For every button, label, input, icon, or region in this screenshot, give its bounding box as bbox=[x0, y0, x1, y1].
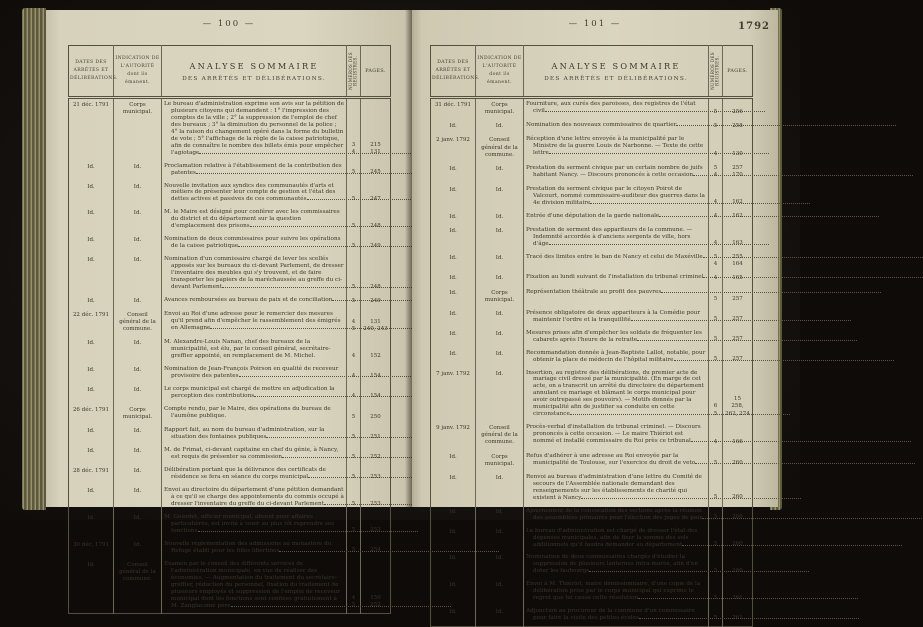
entry-authority: Id. bbox=[476, 552, 524, 579]
entry-authority: Corps municipal. bbox=[476, 287, 524, 308]
entry-summary: Nouvelle réglementation des admissions au monastère du Refuge établi pour les filles libertines bbox=[162, 539, 347, 559]
entry-summary: Nouvelle invitation aux syndics des communautés d'arts et métiers de présenter leur compte de gestion et l'état des dettes actives et passives de ces communautés bbox=[162, 181, 347, 208]
col-header-dates: DATES DES ARRÊTÉS ET DÉLIBÉRATIONS. bbox=[431, 46, 476, 98]
dot-leader bbox=[198, 529, 418, 532]
entry-authority: Id. bbox=[476, 272, 524, 286]
dot-leader bbox=[637, 338, 857, 341]
table-row bbox=[69, 207, 391, 234]
entry-authority: Id. bbox=[476, 506, 524, 526]
entry-page-number: 258 bbox=[723, 120, 753, 134]
entry-page-number: 131 240, 243 bbox=[361, 309, 391, 337]
entry-authority: Id. bbox=[476, 163, 524, 184]
col-header-pages: PAGES. bbox=[361, 46, 391, 98]
entry-authority: Id. bbox=[476, 606, 524, 626]
entry-page-number: 248 bbox=[361, 207, 391, 234]
entry-summary: M. Gourdet, officier municipal, absent pour affaires particulières, est invité à venir au plus tôt reprendre ses fonctions bbox=[162, 512, 347, 539]
entry-date: Id. bbox=[87, 428, 95, 435]
entry-page-number: 260 bbox=[723, 451, 753, 472]
entry-authority: Corps municipal. bbox=[476, 98, 524, 121]
entry-page-number: 165 bbox=[723, 272, 753, 286]
table-row bbox=[431, 134, 753, 162]
entry-authority: Id. bbox=[476, 252, 524, 273]
entry-date: Id. bbox=[87, 340, 95, 347]
entry-summary: Le corps municipal est chargé de mettre en adjudication la perception des contributions bbox=[162, 384, 347, 404]
entry-page-number: 249 bbox=[361, 295, 391, 309]
entry-register-number: 4 bbox=[709, 272, 723, 286]
entry-summary: Présence obligatoire de deux appariteurs à la Comédie pour maintenir l'ordre et la tranquillité bbox=[524, 308, 709, 328]
entry-summary: Envoi au directoire du département d'une pétition demandant à ce qu'il se charge des appointements du commis occupé à dresser l'inventaire du greffe du ci-devant Parlement bbox=[162, 485, 347, 512]
entry-register-number: 5 bbox=[347, 465, 361, 485]
entry-authority: Id. bbox=[476, 120, 524, 134]
entry-summary: Fixation au lundi suivant de l'installation du tribunal criminel bbox=[524, 272, 709, 286]
year-label: 1792 bbox=[738, 21, 770, 32]
entry-register-number: 5 bbox=[709, 120, 723, 134]
entry-summary: Adjonction au procureur de la commune d'un commissaire pour faire la visite des petites écoles bbox=[524, 606, 709, 626]
entry-date: 28 déc. 1791 bbox=[72, 468, 110, 475]
table-row bbox=[69, 404, 391, 425]
dot-leader bbox=[693, 173, 913, 176]
table-row bbox=[69, 337, 391, 364]
col-header-registers: NUMÉROS DES REGISTRES. bbox=[347, 46, 361, 98]
entry-authority: Corps municipal. bbox=[476, 451, 524, 472]
entry-summary: Entrée d'une députation de la garde nationale bbox=[524, 211, 709, 225]
entry-page-number: 257 bbox=[723, 328, 753, 348]
entry-summary: Rapport fait, au nom du bureau d'administration, sur la situation des fontaines publiques bbox=[162, 425, 347, 445]
table-row bbox=[431, 287, 753, 308]
entry-date: Id. bbox=[87, 183, 95, 190]
entry-summary: Compte rendu, par le Maire, des opérations du bureau de l'aumône publique. bbox=[162, 404, 347, 425]
entry-summary: Fourniture, aux curés des paroisses, des registres de l'état civil bbox=[524, 98, 709, 121]
entry-date: Id. bbox=[449, 123, 457, 130]
entry-register-number: 5 bbox=[709, 506, 723, 526]
entry-summary: Tracé des limites entre le ban de Nancy et celui de Maxéville bbox=[524, 252, 709, 273]
entry-page-number: 130 bbox=[723, 134, 753, 162]
entry-register-number: 6 5 bbox=[709, 368, 723, 423]
entry-register-number: 5 bbox=[347, 512, 361, 539]
table-row bbox=[431, 579, 753, 606]
entry-authority: Corps municipal. bbox=[114, 404, 162, 425]
entry-authority: Corps municipal. bbox=[114, 98, 162, 161]
entry-page-number: 257 bbox=[723, 348, 753, 368]
entry-date: 26 déc. 1791 bbox=[72, 407, 110, 414]
entry-authority: Conseil général de la commune. bbox=[476, 134, 524, 162]
entry-date: Id. bbox=[449, 275, 457, 282]
entry-page-number: 152 bbox=[361, 337, 391, 364]
entry-page-number: 257 170 bbox=[723, 163, 753, 184]
entry-page-number: 253 bbox=[361, 485, 391, 512]
entry-page-number: 260 bbox=[723, 506, 753, 526]
dot-leader bbox=[659, 214, 879, 217]
entry-summary: Procès-verbal d'installation du tribunal criminel. — Discours prononcés à cette occasion. — Le maire Thiériot est nommé et installé commissaire du Roi près ce tribunal bbox=[524, 422, 709, 450]
table-row bbox=[431, 225, 753, 252]
entry-summary: Examen par le conseil des différents services de l'administration municipale, en vue de réaliser des économies. — Augmentation du traitement du secrétaire-greffier, réduction du personnel, fixation du traitement de plusieurs employés et suppression de l'emploi de receveur municipal dont les fonctions sont confiées gratuitement à M. Zanglacomé père bbox=[162, 559, 347, 614]
entry-page-number: 257 bbox=[723, 287, 753, 308]
entry-date: Id. bbox=[87, 210, 95, 217]
entry-page-number: 260 bbox=[723, 552, 753, 579]
entry-date: Id. bbox=[449, 289, 457, 296]
entry-date: Id. bbox=[449, 330, 457, 337]
table-row bbox=[69, 309, 391, 337]
dot-leader bbox=[674, 358, 894, 361]
entry-summary: Envoi au Roi d'une adresse pour le remercier des mesures qu'il prend afin d'empêcher le rassemblement des émigrés en Allemagne bbox=[162, 309, 347, 337]
register-table-right bbox=[430, 45, 753, 627]
entry-authority: Id. bbox=[114, 425, 162, 445]
entry-register-number: 5 bbox=[709, 98, 723, 121]
entry-authority: Id. bbox=[114, 445, 162, 465]
table-header-row bbox=[69, 46, 391, 98]
entry-date: Id. bbox=[449, 350, 457, 357]
table-row bbox=[431, 552, 753, 579]
entry-authority: Conseil général de la commune. bbox=[114, 559, 162, 614]
table-row bbox=[431, 184, 753, 211]
entry-date: Id. bbox=[449, 310, 457, 317]
table-row bbox=[431, 422, 753, 450]
entry-page-number: 261 bbox=[723, 579, 753, 606]
entry-summary: Refus d'adhérer à une adresse au Roi envoyée par la municipalité de Toulouse, sur l'exercice du droit de veto bbox=[524, 451, 709, 472]
entry-register-number: 5 bbox=[347, 181, 361, 208]
entry-date: Id. bbox=[87, 448, 95, 455]
entry-register-number: 5 bbox=[347, 485, 361, 512]
table-row bbox=[431, 348, 753, 368]
analysis-title-line1: ANALYSE SOMMAIRE bbox=[551, 60, 681, 71]
entry-register-number: 4 5 bbox=[347, 309, 361, 337]
entry-page-number: 261 bbox=[723, 606, 753, 626]
table-row bbox=[69, 181, 391, 208]
entry-authority: Id. bbox=[114, 254, 162, 295]
table-row bbox=[69, 234, 391, 254]
entry-page-number: 254 bbox=[361, 539, 391, 559]
entry-date: 2 janv. 1792 bbox=[436, 137, 470, 144]
table-row bbox=[69, 295, 391, 309]
entry-summary: Mesures prises afin d'empêcher les soldats de fréquenter les cabarets après l'heure de la retraite bbox=[524, 328, 709, 348]
entry-page-number: 15 258, 262, 274 bbox=[723, 368, 753, 423]
entry-register-number: 5 bbox=[347, 295, 361, 309]
dot-leader bbox=[210, 326, 430, 329]
entry-date: Id. bbox=[449, 186, 457, 193]
entry-page-number: 248 bbox=[361, 254, 391, 295]
entry-authority: Id. bbox=[114, 161, 162, 181]
entry-page-number: 215 131 bbox=[361, 98, 391, 161]
entry-register-number: 5 bbox=[709, 526, 723, 553]
dot-leader bbox=[589, 569, 809, 572]
entry-page-number: 255 164 bbox=[723, 252, 753, 273]
entry-authority: Id. bbox=[476, 526, 524, 553]
table-row bbox=[69, 512, 391, 539]
dot-leader bbox=[196, 171, 416, 174]
entry-date: Id. bbox=[449, 165, 457, 172]
table-row bbox=[69, 539, 391, 559]
table-row bbox=[69, 384, 391, 404]
entry-summary: Prestation du serment civique par un certain nombre de juifs habitant Nancy. — Discours prononcés à cette occasion bbox=[524, 163, 709, 184]
dot-leader bbox=[570, 412, 790, 415]
entry-authority: Id. bbox=[476, 328, 524, 348]
entry-register-number: 5 bbox=[347, 445, 361, 465]
entry-summary: Nomination des nouveaux commissaires de quartier bbox=[524, 120, 709, 134]
entry-page-number: 260 bbox=[723, 472, 753, 506]
entry-page-number: 163 bbox=[723, 225, 753, 252]
entry-register-number: 5 bbox=[347, 539, 361, 559]
dot-leader bbox=[199, 151, 419, 154]
entry-page-number: 252 bbox=[361, 445, 391, 465]
table-row bbox=[431, 98, 753, 121]
entry-summary: M. le Maire est désigné pour conférer avec les commissaires du district et du département sur la question d'emplacement des prisons bbox=[162, 207, 347, 234]
right-page-number: — 101 — bbox=[568, 19, 622, 29]
right-page-header bbox=[412, 10, 778, 43]
entry-register-number: 5 bbox=[347, 425, 361, 445]
entry-register-number: 5 bbox=[709, 287, 723, 308]
table-row bbox=[431, 368, 753, 423]
entry-date: Id. bbox=[87, 237, 95, 244]
entry-page-number: 150 252 bbox=[361, 559, 391, 614]
entry-authority: Id. bbox=[476, 368, 524, 423]
entry-register-number: 5 bbox=[347, 234, 361, 254]
table-row bbox=[431, 163, 753, 184]
dot-leader bbox=[676, 123, 896, 126]
analysis-title-line2: DES ARRÊTÉS ET DÉLIBÉRATIONS. bbox=[182, 75, 326, 82]
entry-register-number: 4 bbox=[347, 384, 361, 404]
entry-date: Id. bbox=[87, 387, 95, 394]
entry-summary: M. Alexandre-Louis Nanan, chef des bureaux de la municipalité, est élu, par le conseil général, secrétaire-greffier appointé, en remplacement de M. Michel. bbox=[162, 337, 347, 364]
table-row bbox=[69, 559, 391, 614]
entry-summary: Nomination de deux commissaires pour suivre les opérations de la caisse patriotique bbox=[162, 234, 347, 254]
entry-summary: Avances remboursées au bureau de paix et de conciliation bbox=[162, 295, 347, 309]
entry-authority: Conseil général de la commune. bbox=[114, 309, 162, 337]
entry-authority: Id. bbox=[114, 465, 162, 485]
entry-date: Id. bbox=[449, 528, 457, 535]
entry-authority: Id. bbox=[476, 348, 524, 368]
entry-authority: Id. bbox=[114, 512, 162, 539]
analysis-title-line2: DES ARRÊTÉS ET DÉLIBÉRATIONS. bbox=[544, 75, 688, 82]
entry-register-number: 5 bbox=[709, 552, 723, 579]
entry-page-number: 257 bbox=[723, 308, 753, 328]
entry-register-number: 5 4 bbox=[709, 252, 723, 273]
entry-page-number: 245 bbox=[361, 161, 391, 181]
entry-register-number: 4 bbox=[347, 337, 361, 364]
entry-page-number: 253 bbox=[361, 512, 391, 539]
entry-register-number: 5 bbox=[709, 579, 723, 606]
entry-date: Id. bbox=[449, 453, 457, 460]
entry-register-number: 5 bbox=[347, 207, 361, 234]
entry-authority: Id. bbox=[114, 337, 162, 364]
entry-authority: Id. bbox=[114, 295, 162, 309]
entry-authority: Id. bbox=[476, 579, 524, 606]
entry-summary: Nomination de Jean-François Poirson en qualité de receveur provisoire des patentes bbox=[162, 364, 347, 384]
entry-date: Id. bbox=[87, 257, 95, 264]
page-edges-left bbox=[22, 8, 46, 510]
entry-date: 7 janv. 1792 bbox=[436, 370, 470, 377]
entry-date: Id. bbox=[449, 555, 457, 562]
col-header-dates: DATES DES ARRÊTÉS ET DÉLIBÉRATIONS. bbox=[69, 46, 114, 98]
table-row bbox=[431, 472, 753, 506]
entry-summary: Recommandation donnée à Jean-Baptiste Lallot, notable, pour obtenir la place de médecin de l'hôpital militaire bbox=[524, 348, 709, 368]
entry-register-number: 5 bbox=[709, 328, 723, 348]
dot-leader bbox=[581, 496, 801, 499]
entry-date: 21 déc. 1791 bbox=[72, 102, 110, 108]
entry-date: 31 déc. 1791 bbox=[434, 102, 472, 108]
table-row bbox=[431, 211, 753, 225]
entry-summary: Nomination de deux commissaires chargés d'étudier la suppression de plusieurs lanternes intra-muros, afin d'en doter les faubourgs bbox=[524, 552, 709, 579]
dot-leader bbox=[638, 596, 858, 599]
entry-register-number: 4 5 bbox=[347, 559, 361, 614]
entry-register-number: 4 bbox=[709, 134, 723, 162]
entry-summary: Représentation théâtrale au profit des pauvres bbox=[524, 287, 709, 308]
table-row bbox=[431, 526, 753, 553]
table-row bbox=[431, 606, 753, 626]
col-header-registers: NUMÉROS DES REGISTRES. bbox=[709, 46, 723, 98]
table-row bbox=[431, 308, 753, 328]
entry-summary: Prestation de serment des appariteurs de la commune. — Indemnité accordée à d'anciens sergents de ville, hors d'âge bbox=[524, 225, 709, 252]
table-row bbox=[431, 328, 753, 348]
entry-authority: Id. bbox=[114, 485, 162, 512]
table-row bbox=[69, 445, 391, 465]
table-row bbox=[431, 451, 753, 472]
table-header-row bbox=[431, 46, 753, 98]
dot-leader bbox=[695, 461, 915, 464]
entry-date: Id. bbox=[449, 474, 457, 481]
entry-authority: Id. bbox=[114, 384, 162, 404]
entry-summary: Réception d'une lettre envoyée à la municipalité par le Ministre de la guerre Louis de Narbonne. — Texte de cette lettre bbox=[524, 134, 709, 162]
entry-summary: Le bureau d'administration est chargé de dresser l'état des dépenses municipales, afin de fixer la somme des sols additionnels qu'il faudra demander au département bbox=[524, 526, 709, 553]
entry-authority: Id. bbox=[476, 184, 524, 211]
entry-authority: Id. bbox=[114, 181, 162, 208]
entry-register-number: 5 bbox=[347, 404, 361, 425]
entry-page-number: 154 bbox=[361, 384, 391, 404]
entry-page-number: 256 bbox=[723, 98, 753, 121]
entry-date: Id. bbox=[449, 508, 457, 515]
entry-register-number: 5 4 bbox=[709, 163, 723, 184]
entry-register-number: 5 bbox=[347, 161, 361, 181]
entry-date: 22 déc. 1791 bbox=[72, 312, 110, 319]
entry-page-number: 154 bbox=[361, 364, 391, 384]
entry-page-number: 251 bbox=[361, 425, 391, 445]
entry-authority: Id. bbox=[114, 234, 162, 254]
col-header-authority: INDICATION DE L'AUTORITÉ dont ils émanent. bbox=[476, 46, 524, 98]
entry-date: Id. bbox=[87, 515, 95, 522]
entry-summary: Prestation du serment civique par le citoyen Poirot de Valcourt, nommé commissaire-auditeur des guerres dans la 4e division militaire bbox=[524, 184, 709, 211]
entry-authority: Id. bbox=[114, 539, 162, 559]
entry-page-number: 249 bbox=[361, 234, 391, 254]
entry-register-number: 3 4 bbox=[347, 98, 361, 161]
register-table-left bbox=[68, 45, 391, 614]
table-row bbox=[69, 425, 391, 445]
table-row bbox=[69, 254, 391, 295]
entry-register-number: 4 bbox=[709, 422, 723, 450]
entry-authority: Id. bbox=[476, 308, 524, 328]
entry-date: Id. bbox=[87, 488, 95, 495]
entry-register-number: 5 bbox=[347, 254, 361, 295]
dot-leader bbox=[691, 439, 911, 442]
col-header-authority: INDICATION DE L'AUTORITÉ dont ils émanent. bbox=[114, 46, 162, 98]
entry-date: Id. bbox=[87, 367, 95, 374]
entry-register-number: 4 bbox=[709, 211, 723, 225]
entry-summary: Ajournement de la convocation des sections après la réunion des assemblées primaires pour l'élection des juges de paix bbox=[524, 506, 709, 526]
entry-summary: Délibération portant que la délivrance des certificats de résidence se fera en séance du corps municipal bbox=[162, 465, 347, 485]
dot-leader bbox=[590, 201, 810, 204]
entry-page-number: 253 bbox=[361, 465, 391, 485]
entry-register-number: 5 bbox=[709, 451, 723, 472]
entry-page-number: 162 bbox=[723, 211, 753, 225]
left-page-header bbox=[46, 10, 412, 43]
table-row bbox=[431, 252, 753, 273]
entry-date: 9 janv. 1792 bbox=[436, 425, 470, 432]
entry-page-number: 250 bbox=[361, 404, 391, 425]
col-header-pages: PAGES. bbox=[723, 46, 753, 98]
entry-authority: Conseil général de la commune. bbox=[476, 422, 524, 450]
table-row bbox=[69, 98, 391, 161]
entry-date: Id. bbox=[449, 609, 457, 616]
entry-date: Id. bbox=[449, 254, 457, 261]
table-row bbox=[69, 485, 391, 512]
table-row bbox=[69, 364, 391, 384]
dot-leader bbox=[231, 604, 451, 607]
entry-page-number: 247 bbox=[361, 181, 391, 208]
entry-summary: Insertion, au registre des délibérations, du premier acte de mariage civil dressé par la municipalité. (En marge de cet acte, on a transcrit un arrêté du directoire du département annulant ce mariage et blâmant le corps municipal pour avoir outrepassé ses pouvoirs). — Motifs donnés par la municipalité afin de justifier sa conduite en cette circonstance bbox=[524, 368, 709, 423]
left-page bbox=[46, 10, 412, 609]
entry-authority: Id. bbox=[114, 207, 162, 234]
entry-authority: Id. bbox=[476, 225, 524, 252]
entry-date: Id. bbox=[87, 561, 95, 568]
entry-date: Id. bbox=[449, 213, 457, 220]
table-row bbox=[431, 120, 753, 134]
entry-page-number: 260 bbox=[723, 526, 753, 553]
entry-page-number: 166 bbox=[723, 422, 753, 450]
table-row bbox=[69, 465, 391, 485]
entry-register-number: 4 bbox=[709, 184, 723, 211]
table-row bbox=[431, 506, 753, 526]
col-header-analysis bbox=[162, 46, 347, 98]
entry-authority: Id. bbox=[114, 364, 162, 384]
left-page-number: — 100 — bbox=[202, 19, 256, 29]
entry-date: Id. bbox=[87, 297, 95, 304]
entry-register-number: 5 bbox=[709, 472, 723, 506]
entry-authority: Id. bbox=[476, 211, 524, 225]
table-row bbox=[431, 272, 753, 286]
entry-date: Id. bbox=[449, 582, 457, 589]
entry-page-number: 162 bbox=[723, 184, 753, 211]
entry-register-number: 5 bbox=[709, 348, 723, 368]
table-row bbox=[69, 161, 391, 181]
entry-register-number: 5 bbox=[709, 308, 723, 328]
analysis-title-line1: ANALYSE SOMMAIRE bbox=[189, 60, 319, 71]
entry-summary: Nomination d'un commissaire chargé de lever les scellés apposés sur les bureaux du ci-devant Parlement, de dresser l'inventaire des meubles qui s'y trouvent, et de faire transporter les papiers de la maréchaussée au greffe du ci-devant Parlement bbox=[162, 254, 347, 295]
dot-leader bbox=[661, 290, 881, 293]
entry-register-number: 5 bbox=[709, 606, 723, 626]
entry-date: Id. bbox=[87, 163, 95, 170]
entry-register-number: 4 bbox=[347, 364, 361, 384]
entry-summary: Proclamation relative à l'établissement de la contribution des patentes bbox=[162, 161, 347, 181]
entry-summary: Envoi à M. Thiériot, maire démissionnaire, d'une copie de la délibération prise par le corps municipal qui exprime le regret que lui cause cette résolution bbox=[524, 579, 709, 606]
entry-summary: Renvoi au bureau d'administration d'une lettre du Comité de secours de l'Assemblée nationale demandant des renseignements sur les établissements de charité qui existent à Nancy bbox=[524, 472, 709, 506]
right-page bbox=[412, 10, 778, 622]
dot-leader bbox=[639, 616, 859, 619]
entry-authority: Id. bbox=[476, 472, 524, 506]
entry-date: 30 déc. 1791 bbox=[72, 541, 110, 548]
entry-register-number: 4 bbox=[709, 225, 723, 252]
entry-summary: M. de Frimat, ci-devant capitaine en chef du génie, à Nancy, est requis de présenter sa commission bbox=[162, 445, 347, 465]
entry-date: Id. bbox=[449, 227, 457, 234]
entry-summary: Le bureau d'administration exprime son avis sur la pétition de plusieurs citoyens qui demandent : 1° l'impression des comptes de la ville ; 2° la suppression de l'emploi de chef des bureaux ; 3° la diminution du personnel de la police ; 4° la raison du changement opéré dans la forme du bulletin de vote ; 5° l'affichage de la règle de la caisse patriotique, afin de connaître le nombre des billets émis pour empêcher l'agiotage bbox=[162, 98, 347, 161]
col-header-analysis bbox=[524, 46, 709, 98]
